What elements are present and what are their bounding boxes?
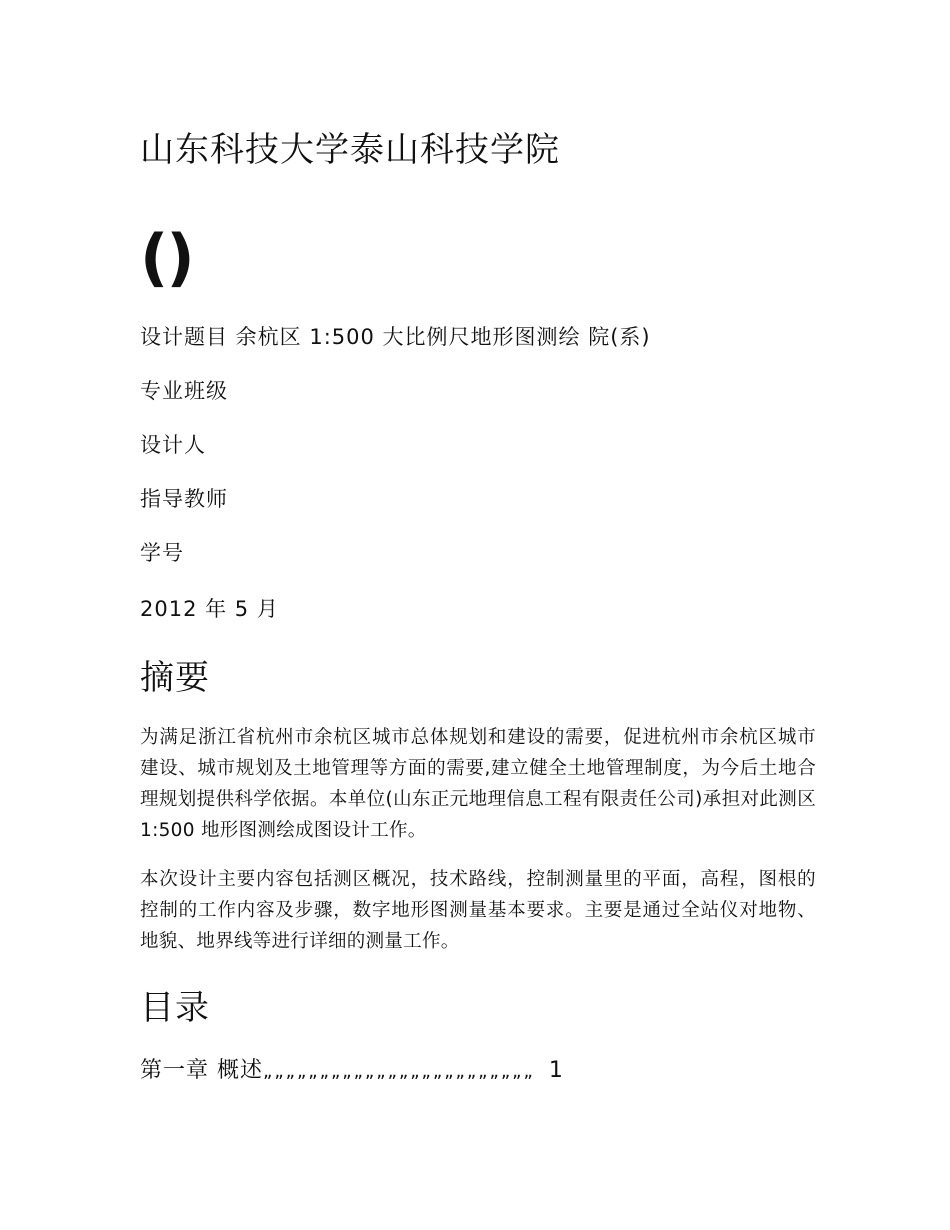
toc-heading: 目录 — [140, 988, 210, 1028]
advisor-field: 指导教师 — [140, 487, 228, 511]
student-id-field: 学号 — [140, 541, 184, 565]
abstract-paragraph: 为满足浙江省杭州市余杭区城市总体规划和建设的需要，促进杭州市余杭区城市建设、城市规划及土地管理等方面的需要,建立健全土地管理制度，为今后土地合理规划提供科学依据。本单位(山东正元地理信息工程有限责任公司)承担对此测区 1:500 地形图测绘成图设计工作。 — [140, 727, 816, 841]
toc-entry[interactable] — [140, 1055, 564, 1088]
major-class-field: 专业班级 — [140, 379, 228, 403]
school-title: 山东科技大学泰山科技学院 — [140, 130, 560, 170]
toc-entry-label: 第一章 概述 — [140, 1058, 263, 1083]
toc-entry-page: 1 — [548, 1058, 564, 1083]
design-topic-field: 设计题目 余杭区 1:500 大比例尺地形图测绘 院(系) — [140, 325, 651, 349]
date-field: 2012 年 5 月 — [140, 597, 279, 621]
abstract-paragraph: 本次设计主要内容包括测区概况，技术路线，控制测量里的平面，高程，图根的控制的工作内容及步骤，数字地形图测量基本要求。主要是通过全站仪对地物、地貌、地界线等进行详细的测量工作。 — [140, 869, 816, 952]
abstract-heading: 摘要 — [140, 658, 210, 698]
department-parentheses: () — [140, 221, 193, 294]
toc-entry-leader: „„„„„„„„„„„„„„„„„„„„„„„„ — [263, 1061, 535, 1082]
document-page — [140, 0, 820, 1230]
designer-field: 设计人 — [140, 433, 206, 457]
